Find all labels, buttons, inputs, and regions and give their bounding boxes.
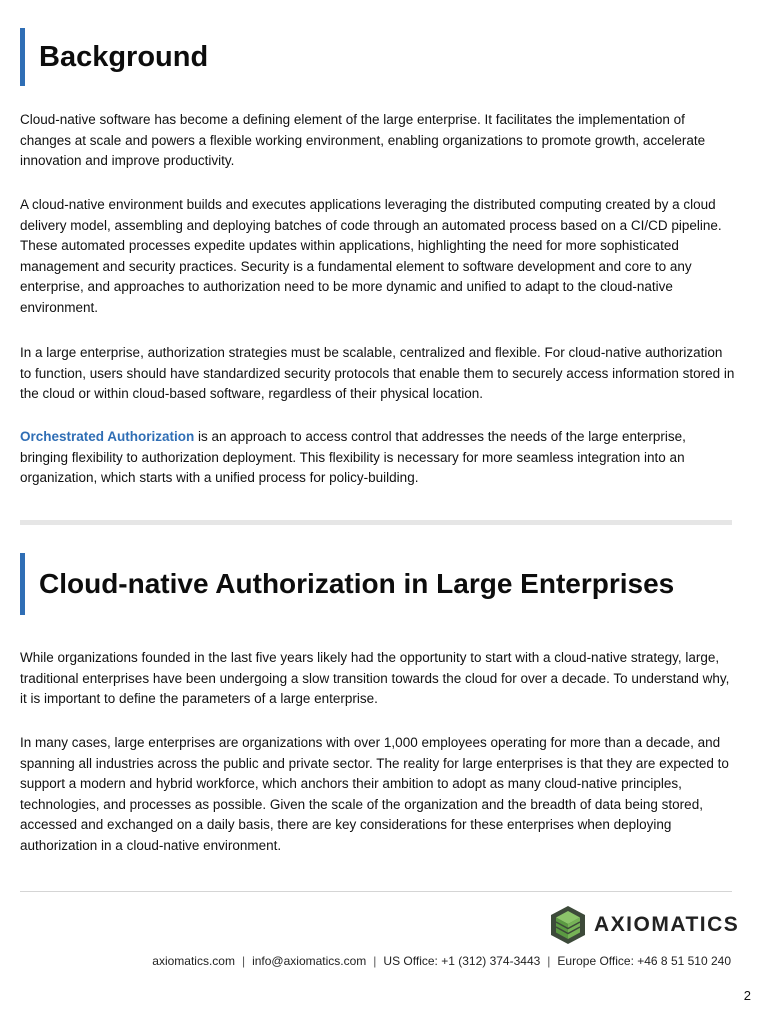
section-heading-cloud-native — [20, 553, 674, 615]
section-divider — [20, 520, 732, 525]
page-number: 2 — [743, 988, 751, 1003]
section-title: Background — [39, 40, 209, 73]
section-heading-background — [20, 28, 208, 86]
paragraph-4-text: is an approach to access control that addresses the needs of the large enterprise, bringing flexibility to authorization deployment. This flexibility is necessary for more seamless integration into an organization, which starts with a unified process for policy-building. — [20, 429, 686, 485]
footer-email-link[interactable]: info@axiomatics.com — [252, 954, 367, 968]
footer-divider — [20, 891, 732, 892]
orchestrated-authorization-link[interactable]: Orchestrated Authorization — [20, 429, 195, 444]
footer-separator: | — [241, 954, 246, 968]
paragraph-6: In many cases, large enterprises are organizations with over 1,000 employees operating for more than a decade, and spanning all industries across the public and private sector. The reality for large enterprises is that they are expected to support a modern and hybrid workforce, which anchors their ambition to adopt as many cloud-native principles, technologies, and processes as possible. Given the scale of the organization and the breadth of data being stored, accessed and exchanged on a daily basis, there are key considerations for these enterprises when deploying authorization in a cloud-native environment. — [20, 735, 729, 853]
footer-separator: | — [373, 954, 377, 968]
section-title: Cloud-native Authorization in Large Enterprises — [39, 568, 675, 599]
footer-europe-office: Europe Office: +46 8 51 510 240 — [557, 954, 731, 968]
footer-contact — [152, 954, 731, 968]
footer-us-office: US Office: +1 (312) 374-3443 — [383, 954, 541, 968]
footer-website-link[interactable]: axiomatics.com — [152, 954, 235, 968]
paragraph-1: Cloud-native software has become a defining element of the large enterprise. It facilitates the implementation of changes at scale and powers a flexible working environment, enabling organizations to promote growth, accelerate innovation and improve productivity. — [20, 112, 706, 168]
axiomatics-cube-logo-icon — [548, 904, 588, 946]
logo-text: AXIOMATICS — [594, 913, 740, 936]
footer-separator: | — [547, 954, 551, 968]
paragraph-2: A cloud-native environment builds and executes applications leveraging the distributed computing created by a cloud delivery model, assembling and deploying batches of code through an automated process based on a CI/CD pipeline. These automated processes expedite updates within applications, highlighting the need for more sophisticated management and security practices. Security is a fundamental element to software development and core to any enterprise, and approaches to authorization need to be more dynamic and unified to adapt to the cloud-native environment. — [20, 197, 722, 315]
axiomatics-logo — [548, 904, 739, 946]
paragraph-5: While organizations founded in the last five years likely had the opportunity to start with a cloud-native strategy, large, traditional enterprises have been undergoing a slow transition towards the cloud for over a decade. To understand why, it is important to define the parameters of a large enterprise. — [20, 650, 730, 706]
paragraph-3: In a large enterprise, authorization strategies must be scalable, centralized and flexible. For cloud-native authorization to function, users should have standardized security protocols that enable them to securely access information stored in the cloud or within cloud-based software, regardless of their physical location. — [20, 345, 735, 401]
paragraph-4 — [20, 427, 736, 489]
